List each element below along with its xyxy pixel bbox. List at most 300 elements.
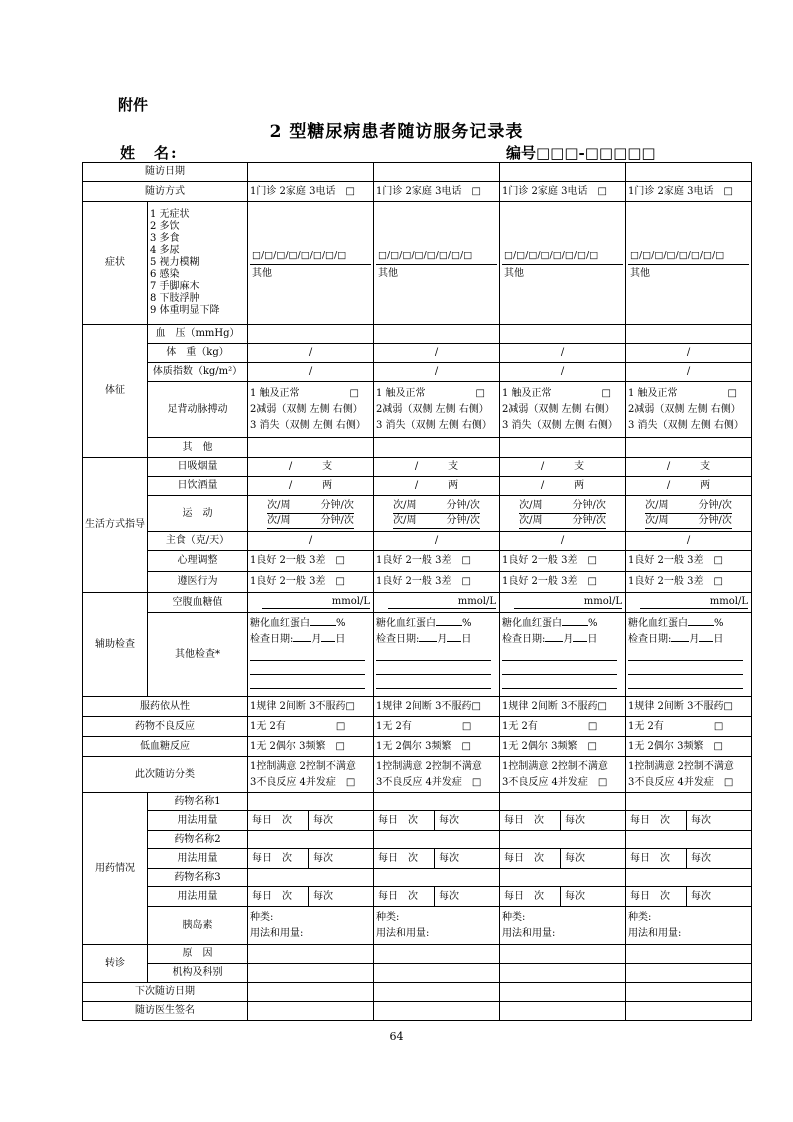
referral-org-cell[interactable] (626, 964, 752, 983)
fasting-glucose-cell[interactable] (248, 593, 374, 613)
usage-value-cell[interactable] (500, 849, 626, 869)
med-adherence-option-text: 1规律 2间断 3不服药□ (502, 700, 607, 712)
visit-method-option-text: 1门诊 2家庭 3电话 □ (628, 185, 733, 197)
weight-slash: / (434, 347, 439, 358)
visit-class-option: 3不良反应 4并发症 □ (502, 776, 608, 788)
staple-food-cell[interactable] (374, 532, 500, 551)
exercise-line: 次/周 分钟/次 (645, 499, 732, 514)
usage-per-dose-text: 每次 (313, 852, 333, 864)
attachment-label: 附件 (118, 96, 149, 114)
compliance-option-text: 1良好 2一般 3差 □ (250, 576, 345, 587)
hypoglycemia-cell[interactable] (248, 737, 374, 757)
fasting-glucose-text: 空腹血糖值 (172, 596, 223, 608)
symptom-option: 3 多食 (150, 233, 180, 244)
referral-reason-cell[interactable] (626, 945, 752, 964)
insulin-cell[interactable] (500, 907, 626, 945)
usage-per-dose-text: 每次 (691, 814, 711, 826)
patient-name-label: 姓 名: (120, 144, 179, 162)
med-adherence-cell[interactable] (626, 697, 752, 717)
smoking-text: 日吸烟量 (177, 461, 218, 472)
foot-pulse-option: 2减弱（双侧 左侧 右侧） (628, 403, 741, 415)
body-other-cell[interactable] (500, 438, 626, 458)
other-tests-label (148, 613, 248, 697)
blood-pressure-text: 血 压（mmHg） (155, 328, 240, 339)
symptom-value-cell[interactable] (374, 202, 500, 325)
visit-method-option-text: 1门诊 2家庭 3电话 □ (376, 185, 481, 197)
drug2-cell[interactable] (626, 831, 752, 849)
referral-reason-label (148, 945, 248, 964)
staple-food-cell[interactable] (500, 532, 626, 551)
weight-cell[interactable] (626, 344, 752, 363)
insulin-cell[interactable] (626, 907, 752, 945)
smoking-value-text: / 支 (540, 461, 585, 472)
next-visit-cell[interactable] (248, 983, 374, 1002)
hypoglycemia-option-text: 1无 2偶尔 3频繁 □ (628, 740, 723, 752)
smoking-value-text: / 支 (288, 461, 333, 472)
doctor-sign-cell[interactable] (248, 1002, 374, 1021)
weight-slash: / (560, 347, 565, 358)
referral-org-label (148, 964, 248, 983)
drug2-text: 药物名称2 (174, 833, 221, 845)
fasting-glucose-label (148, 593, 248, 613)
visit-class-option: 3不良反应 4并发症 □ (376, 776, 482, 788)
foot-pulse-cell[interactable] (248, 382, 374, 438)
drug2-cell[interactable] (248, 831, 374, 849)
adverse-reaction-option-text: 1无 2有 □ (502, 720, 598, 732)
hba1c-label: 糖化血红蛋白 (376, 618, 436, 629)
foot-pulse-label (148, 382, 248, 438)
visit-class-option: 1控制满意 2控制不满意 (376, 760, 482, 772)
usage-per-dose-text: 每次 (691, 890, 711, 902)
weight-cell[interactable] (500, 344, 626, 363)
next-visit-cell[interactable] (626, 983, 752, 1002)
insulin-field-label: 种类: (628, 911, 652, 923)
usage1-text: 用法用量 (177, 814, 218, 826)
usage-daily-text: 每日 次 (630, 890, 670, 902)
drinking-cell[interactable] (626, 477, 752, 496)
drinking-value-text: / 两 (666, 480, 711, 491)
fasting-glucose-cell[interactable] (500, 593, 626, 613)
drinking-value-text: / 两 (540, 480, 585, 491)
drug1-text: 药物名称1 (174, 795, 221, 807)
usage2-text: 用法用量 (177, 852, 218, 864)
bmi-label (148, 363, 248, 382)
psych-cell[interactable] (626, 551, 752, 572)
symptom-other-text: 其他 (252, 267, 272, 279)
usage-value-cell[interactable] (374, 811, 500, 831)
usage-daily-text: 每日 次 (630, 852, 670, 864)
hba1c-unit: % (588, 618, 598, 629)
referral-category-label (83, 945, 148, 983)
foot-pulse-option: 1 触及正常 □ (502, 387, 611, 399)
fasting-glucose-unit: mmol/L (514, 596, 622, 609)
weight-cell[interactable] (374, 344, 500, 363)
foot-pulse-cell[interactable] (626, 382, 752, 438)
doctor-sign-text: 随访医生签名 (135, 1005, 195, 1016)
usage-per-dose-text: 每次 (565, 814, 585, 826)
hypoglycemia-cell[interactable] (374, 737, 500, 757)
next-visit-cell[interactable] (500, 983, 626, 1002)
insulin-text: 胰岛素 (182, 919, 213, 931)
body-category-text: 体征 (105, 385, 125, 396)
weight-label (148, 344, 248, 363)
drinking-cell[interactable] (500, 477, 626, 496)
medication-category-label (83, 793, 148, 945)
visit-method-cell[interactable] (626, 182, 752, 202)
psych-cell[interactable] (248, 551, 374, 572)
visit-class-cell[interactable] (374, 757, 500, 793)
bmi-slash: / (308, 366, 313, 377)
lifestyle-category-text: 生活方式指导 (85, 519, 145, 530)
insulin-field-label: 用法和用量: (628, 927, 682, 939)
psych-option-text: 1良好 2一般 3差 □ (250, 555, 345, 566)
referral-org-cell[interactable] (248, 964, 374, 983)
foot-pulse-option: 2减弱（双侧 左侧 右侧） (502, 403, 615, 415)
day-label: 日 (335, 633, 346, 645)
insulin-cell[interactable] (248, 907, 374, 945)
exercise-cell[interactable] (500, 496, 626, 532)
adverse-reaction-cell[interactable] (374, 717, 500, 737)
foot-pulse-option: 2减弱（双侧 左侧 右侧） (250, 403, 363, 415)
insulin-field-label: 用法和用量: (376, 927, 430, 939)
staple-food-slash: / (308, 535, 313, 546)
blood-pressure-cell[interactable] (374, 325, 500, 344)
visit-method-text: 随访方式 (145, 185, 185, 197)
doctor-sign-label (83, 1002, 248, 1021)
body-sign-category-label (83, 325, 148, 458)
smoking-cell[interactable] (626, 458, 752, 477)
insulin-label (148, 907, 248, 945)
psych-option-text: 1良好 2一般 3差 □ (376, 555, 471, 566)
next-visit-text: 下次随访日期 (135, 986, 195, 997)
usage-per-dose-text: 每次 (565, 890, 585, 902)
visit-method-option-text: 1门诊 2家庭 3电话 □ (502, 185, 607, 197)
visit-class-text: 此次随访分类 (135, 768, 195, 780)
compliance-text: 遵医行为 (177, 576, 218, 587)
exercise-line: 次/周 分钟/次 (519, 499, 606, 514)
other-tests-cell[interactable] (500, 613, 626, 697)
fasting-glucose-unit: mmol/L (262, 596, 370, 609)
test-date-label: 检查日期: (502, 633, 546, 645)
blood-pressure-cell[interactable] (626, 325, 752, 344)
hba1c-unit: % (336, 618, 346, 629)
drinking-value-text: / 两 (414, 480, 459, 491)
drug3-label (148, 869, 248, 887)
usage-value-cell[interactable] (248, 887, 374, 907)
smoking-value-text: / 支 (414, 461, 459, 472)
med-adherence-option-text: 1规律 2间断 3不服药□ (376, 700, 481, 712)
med-adherence-cell[interactable] (248, 697, 374, 717)
med-adherence-cell[interactable] (374, 697, 500, 717)
lifestyle-category-label (83, 458, 148, 593)
usage2-label (148, 849, 248, 869)
insulin-cell[interactable] (374, 907, 500, 945)
day-label: 日 (713, 633, 724, 645)
referral-reason-cell[interactable] (500, 945, 626, 964)
usage-value-cell[interactable] (626, 887, 752, 907)
exercise-line: 次/周 分钟/次 (519, 514, 606, 529)
symptom-category-label (83, 202, 148, 325)
exercise-line: 次/周 分钟/次 (393, 514, 480, 529)
record-number-label: 编号□□□-□□□□□ (506, 144, 656, 162)
exercise-line: 次/周 分钟/次 (267, 514, 354, 529)
adverse-reaction-cell[interactable] (626, 717, 752, 737)
symptom-option: 9 体重明显下降 (150, 305, 220, 316)
foot-pulse-option: 3 消失（双侧 左侧 右侧） (376, 419, 492, 431)
weight-slash: / (686, 347, 691, 358)
psych-cell[interactable] (374, 551, 500, 572)
day-label: 日 (587, 633, 598, 645)
drug1-label (148, 793, 248, 811)
drug1-cell[interactable] (248, 793, 374, 811)
visit-method-cell[interactable] (500, 182, 626, 202)
visit-method-cell[interactable] (248, 182, 374, 202)
usage-value-cell[interactable] (626, 811, 752, 831)
symptom-value-cell[interactable] (248, 202, 374, 325)
staple-food-slash: / (686, 535, 691, 546)
hypoglycemia-cell[interactable] (626, 737, 752, 757)
psych-cell[interactable] (500, 551, 626, 572)
bmi-slash: / (686, 366, 691, 377)
exercise-line: 次/周 分钟/次 (393, 499, 480, 514)
exercise-text: 运 动 (182, 507, 213, 519)
referral-reason-cell[interactable] (248, 945, 374, 964)
foot-pulse-cell[interactable] (374, 382, 500, 438)
blood-pressure-cell[interactable] (500, 325, 626, 344)
med-adherence-option-text: 1规律 2间断 3不服药□ (250, 700, 355, 712)
usage-per-dose-text: 每次 (691, 852, 711, 864)
fasting-glucose-cell[interactable] (374, 593, 500, 613)
test-date-label: 检查日期: (250, 633, 294, 645)
foot-pulse-cell[interactable] (500, 382, 626, 438)
compliance-cell[interactable] (500, 572, 626, 593)
drinking-cell[interactable] (248, 477, 374, 496)
exercise-line: 次/周 分钟/次 (645, 514, 732, 529)
blood-pressure-cell[interactable] (248, 325, 374, 344)
drug2-cell[interactable] (500, 831, 626, 849)
doctor-sign-cell[interactable] (500, 1002, 626, 1021)
usage-value-cell[interactable] (248, 849, 374, 869)
body-other-text: 其 他 (182, 441, 213, 453)
visit-class-cell[interactable] (626, 757, 752, 793)
usage-value-cell[interactable] (500, 811, 626, 831)
drinking-cell[interactable] (374, 477, 500, 496)
month-label: 月 (563, 633, 574, 645)
foot-pulse-option: 3 消失（双侧 左侧 右侧） (250, 419, 366, 431)
visit-date-cell[interactable] (626, 163, 752, 182)
usage-per-dose-text: 每次 (313, 890, 333, 902)
drinking-value-text: / 两 (288, 480, 333, 491)
doctor-sign-cell[interactable] (374, 1002, 500, 1021)
smoking-cell[interactable] (248, 458, 374, 477)
symptom-option: 8 下肢浮肿 (150, 293, 200, 304)
foot-pulse-text: 足背动脉搏动 (167, 403, 228, 415)
hypoglycemia-label (83, 737, 248, 757)
visit-class-cell[interactable] (500, 757, 626, 793)
visit-method-cell[interactable] (374, 182, 500, 202)
other-tests-cell[interactable] (626, 613, 752, 697)
usage-per-dose-text: 每次 (439, 890, 459, 902)
exercise-cell[interactable] (248, 496, 374, 532)
visit-class-option: 3不良反应 4并发症 □ (628, 776, 734, 788)
smoking-cell[interactable] (374, 458, 500, 477)
exercise-line: 次/周 分钟/次 (267, 499, 354, 514)
symptom-option: 6 感染 (150, 269, 180, 280)
visit-date-cell[interactable] (500, 163, 626, 182)
usage3-label (148, 887, 248, 907)
usage-daily-text: 每日 次 (378, 890, 418, 902)
bmi-cell[interactable] (374, 363, 500, 382)
hba1c-label: 糖化血红蛋白 (250, 618, 310, 629)
bmi-cell[interactable] (500, 363, 626, 382)
hypoglycemia-option-text: 1无 2偶尔 3频繁 □ (376, 740, 471, 752)
symptom-other-text: 其他 (630, 267, 650, 279)
symptom-value-cell[interactable] (626, 202, 752, 325)
med-adherence-text: 服药依从性 (140, 700, 190, 712)
blood-pressure-label (148, 325, 248, 344)
hypoglycemia-option-text: 1无 2偶尔 3频繁 □ (250, 740, 345, 752)
followup-record-table (82, 162, 752, 1021)
usage-daily-text: 每日 次 (630, 814, 670, 826)
psych-option-text: 1良好 2一般 3差 □ (502, 555, 597, 566)
usage-value-cell[interactable] (626, 849, 752, 869)
drug1-cell[interactable] (500, 793, 626, 811)
usage-per-dose-text: 每次 (313, 814, 333, 826)
body-other-cell[interactable] (248, 438, 374, 458)
doctor-sign-cell[interactable] (626, 1002, 752, 1021)
symptom-option: 1 无症状 (150, 209, 190, 220)
referral-org-cell[interactable] (374, 964, 500, 983)
bmi-cell[interactable] (248, 363, 374, 382)
bmi-cell[interactable] (626, 363, 752, 382)
hba1c-label: 糖化血红蛋白 (628, 618, 688, 629)
staple-food-cell[interactable] (248, 532, 374, 551)
usage-value-cell[interactable] (248, 811, 374, 831)
usage-value-cell[interactable] (374, 887, 500, 907)
referral-org-text: 机构及科别 (172, 967, 223, 978)
insulin-field-label: 用法和用量: (250, 927, 304, 939)
symptom-option: 4 多尿 (150, 245, 180, 256)
smoking-label (148, 458, 248, 477)
visit-class-label (83, 757, 248, 793)
compliance-cell[interactable] (374, 572, 500, 593)
usage-daily-text: 每日 次 (378, 814, 418, 826)
foot-pulse-option: 3 消失（双侧 左侧 右侧） (502, 419, 618, 431)
drug3-cell[interactable] (248, 869, 374, 887)
weight-slash: / (308, 347, 313, 358)
hba1c-unit: % (462, 618, 472, 629)
usage-daily-text: 每日 次 (378, 852, 418, 864)
med-adherence-label (83, 697, 248, 717)
staple-food-cell[interactable] (626, 532, 752, 551)
usage-value-cell[interactable] (500, 887, 626, 907)
usage1-label (148, 811, 248, 831)
month-label: 月 (437, 633, 448, 645)
bmi-slash: / (434, 366, 439, 377)
drinking-text: 日饮酒量 (177, 480, 218, 491)
insulin-field-label: 种类: (376, 911, 400, 923)
med-adherence-cell[interactable] (500, 697, 626, 717)
drug3-cell[interactable] (626, 869, 752, 887)
usage3-text: 用法用量 (177, 890, 218, 902)
next-visit-label (83, 983, 248, 1002)
adverse-reaction-cell[interactable] (500, 717, 626, 737)
weight-text: 体 重（kg） (166, 347, 229, 358)
adverse-reaction-cell[interactable] (248, 717, 374, 737)
staple-food-slash: / (560, 535, 565, 546)
smoking-cell[interactable] (500, 458, 626, 477)
hba1c-label: 糖化血红蛋白 (502, 618, 562, 629)
usage-value-cell[interactable] (374, 849, 500, 869)
adverse-reaction-option-text: 1无 2有 □ (376, 720, 472, 732)
compliance-cell[interactable] (626, 572, 752, 593)
visit-date-label (83, 163, 248, 182)
other-tests-cell[interactable] (248, 613, 374, 697)
body-other-label (148, 438, 248, 458)
hypoglycemia-cell[interactable] (500, 737, 626, 757)
drug1-cell[interactable] (374, 793, 500, 811)
visit-class-option: 1控制满意 2控制不满意 (502, 760, 608, 772)
other-tests-cell[interactable] (374, 613, 500, 697)
visit-date-cell[interactable] (374, 163, 500, 182)
visit-class-option: 1控制满意 2控制不满意 (250, 760, 356, 772)
insulin-field-label: 种类: (502, 911, 526, 923)
symptom-option: 5 视力模糊 (150, 257, 200, 268)
exercise-cell[interactable] (626, 496, 752, 532)
symptom-checkboxes[interactable]: □/□/□/□/□/□/□/□ (502, 247, 623, 265)
drug1-cell[interactable] (626, 793, 752, 811)
symptom-checkboxes[interactable]: □/□/□/□/□/□/□/□ (250, 247, 371, 265)
foot-pulse-option: 1 触及正常 □ (250, 387, 359, 399)
exercise-label (148, 496, 248, 532)
symptom-option: 7 手脚麻木 (150, 281, 200, 292)
psych-option-text: 1良好 2一般 3差 □ (628, 555, 723, 566)
drug3-cell[interactable] (374, 869, 500, 887)
fasting-glucose-unit: mmol/L (388, 596, 496, 609)
bmi-slash: / (560, 366, 565, 377)
staple-food-slash: / (434, 535, 439, 546)
adverse-reaction-label (83, 717, 248, 737)
usage-daily-text: 每日 次 (252, 852, 292, 864)
symptom-value-cell[interactable] (500, 202, 626, 325)
fasting-glucose-unit: mmol/L (640, 596, 748, 609)
visit-class-option: 1控制满意 2控制不满意 (628, 760, 734, 772)
symptom-checkboxes[interactable]: □/□/□/□/□/□/□/□ (628, 247, 749, 265)
referral-category-text: 转诊 (105, 957, 125, 969)
month-label: 月 (689, 633, 700, 645)
fasting-glucose-cell[interactable] (626, 593, 752, 613)
usage-daily-text: 每日 次 (504, 852, 544, 864)
med-category-text: 用药情况 (95, 862, 135, 874)
drug3-cell[interactable] (500, 869, 626, 887)
day-label: 日 (461, 633, 472, 645)
symptom-checkboxes[interactable]: □/□/□/□/□/□/□/□ (376, 247, 497, 265)
visit-class-cell[interactable] (248, 757, 374, 793)
weight-cell[interactable] (248, 344, 374, 363)
referral-org-cell[interactable] (500, 964, 626, 983)
exercise-cell[interactable] (374, 496, 500, 532)
visit-date-cell[interactable] (248, 163, 374, 182)
drug2-cell[interactable] (374, 831, 500, 849)
insulin-field-label: 用法和用量: (502, 927, 556, 939)
next-visit-cell[interactable] (374, 983, 500, 1002)
compliance-cell[interactable] (248, 572, 374, 593)
referral-reason-cell[interactable] (374, 945, 500, 964)
drug3-text: 药物名称3 (174, 871, 221, 883)
body-other-cell[interactable] (374, 438, 500, 458)
hypoglycemia-option-text: 1无 2偶尔 3频繁 □ (502, 740, 597, 752)
body-other-cell[interactable] (626, 438, 752, 458)
